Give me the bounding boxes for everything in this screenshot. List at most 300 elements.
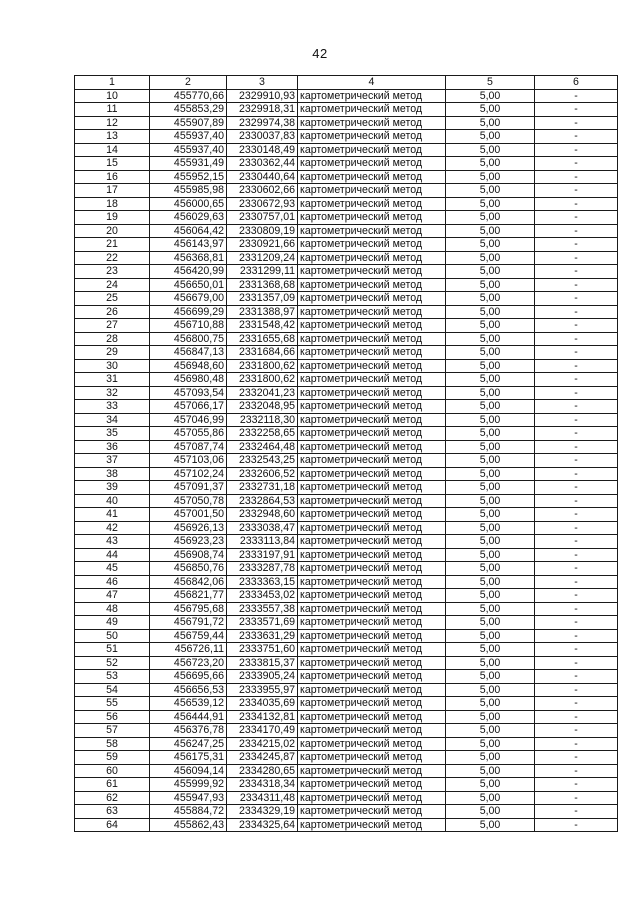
x-coordinate-cell: 456699,29 (150, 305, 227, 319)
note-cell: - (535, 332, 618, 346)
point-number-cell: 46 (75, 575, 150, 589)
x-coordinate-cell: 456710,88 (150, 319, 227, 333)
table-row (75, 346, 618, 360)
y-coordinate-cell: 2334245,87 (227, 751, 298, 765)
table-row (75, 791, 618, 805)
note-cell: - (535, 373, 618, 387)
accuracy-cell: 5,00 (446, 157, 535, 171)
note-cell: - (535, 305, 618, 319)
method-cell: картометрический метод (298, 184, 446, 198)
y-coordinate-cell: 2331800,62 (227, 373, 298, 387)
table-row (75, 481, 618, 495)
y-coordinate-cell: 2330602,66 (227, 184, 298, 198)
note-cell: - (535, 751, 618, 765)
table-row (75, 103, 618, 117)
point-number-cell: 43 (75, 535, 150, 549)
table-row (75, 751, 618, 765)
table-row (75, 116, 618, 130)
accuracy-cell: 5,00 (446, 670, 535, 684)
accuracy-cell: 5,00 (446, 197, 535, 211)
table-row (75, 224, 618, 238)
table-row (75, 130, 618, 144)
accuracy-cell: 5,00 (446, 643, 535, 657)
point-number-cell: 19 (75, 211, 150, 225)
x-coordinate-cell: 456926,13 (150, 521, 227, 535)
column-header: 4 (298, 76, 446, 90)
point-number-cell: 18 (75, 197, 150, 211)
table-row (75, 319, 618, 333)
accuracy-cell: 5,00 (446, 292, 535, 306)
accuracy-cell: 5,00 (446, 494, 535, 508)
coordinates-table (74, 75, 618, 832)
accuracy-cell: 5,00 (446, 143, 535, 157)
method-cell: картометрический метод (298, 454, 446, 468)
x-coordinate-cell: 455862,43 (150, 818, 227, 832)
table-row (75, 143, 618, 157)
method-cell: картометрический метод (298, 427, 446, 441)
y-coordinate-cell: 2331388,97 (227, 305, 298, 319)
method-cell: картометрический метод (298, 346, 446, 360)
method-cell: картометрический метод (298, 710, 446, 724)
point-number-cell: 20 (75, 224, 150, 238)
method-cell: картометрический метод (298, 791, 446, 805)
y-coordinate-cell: 2332118,30 (227, 413, 298, 427)
method-cell: картометрический метод (298, 386, 446, 400)
x-coordinate-cell: 456247,25 (150, 737, 227, 751)
y-coordinate-cell: 2333905,24 (227, 670, 298, 684)
y-coordinate-cell: 2333197,91 (227, 548, 298, 562)
x-coordinate-cell: 456650,01 (150, 278, 227, 292)
note-cell: - (535, 548, 618, 562)
table-row (75, 305, 618, 319)
x-coordinate-cell: 456695,66 (150, 670, 227, 684)
y-coordinate-cell: 2334325,64 (227, 818, 298, 832)
point-number-cell: 39 (75, 481, 150, 495)
x-coordinate-cell: 456842,06 (150, 575, 227, 589)
table-row (75, 386, 618, 400)
accuracy-cell: 5,00 (446, 791, 535, 805)
x-coordinate-cell: 456908,74 (150, 548, 227, 562)
method-cell: картометрический метод (298, 535, 446, 549)
x-coordinate-cell: 456791,72 (150, 616, 227, 630)
table-row (75, 278, 618, 292)
method-cell: картометрический метод (298, 319, 446, 333)
column-header: 5 (446, 76, 535, 90)
x-coordinate-cell: 456064,42 (150, 224, 227, 238)
y-coordinate-cell: 2331368,68 (227, 278, 298, 292)
table-row (75, 413, 618, 427)
table-row (75, 670, 618, 684)
y-coordinate-cell: 2330440,64 (227, 170, 298, 184)
y-coordinate-cell: 2333557,38 (227, 602, 298, 616)
point-number-cell: 11 (75, 103, 150, 117)
y-coordinate-cell: 2333453,02 (227, 589, 298, 603)
x-coordinate-cell: 456679,00 (150, 292, 227, 306)
accuracy-cell: 5,00 (446, 818, 535, 832)
point-number-cell: 59 (75, 751, 150, 765)
x-coordinate-cell: 456000,65 (150, 197, 227, 211)
accuracy-cell: 5,00 (446, 805, 535, 819)
point-number-cell: 27 (75, 319, 150, 333)
table-row (75, 764, 618, 778)
table-row (75, 629, 618, 643)
x-coordinate-cell: 457087,74 (150, 440, 227, 454)
point-number-cell: 37 (75, 454, 150, 468)
method-cell: картометрический метод (298, 278, 446, 292)
note-cell: - (535, 251, 618, 265)
note-cell: - (535, 157, 618, 171)
point-number-cell: 21 (75, 238, 150, 252)
point-number-cell: 58 (75, 737, 150, 751)
table-row (75, 211, 618, 225)
x-coordinate-cell: 456143,97 (150, 238, 227, 252)
x-coordinate-cell: 457103,06 (150, 454, 227, 468)
x-coordinate-cell: 455947,93 (150, 791, 227, 805)
point-number-cell: 34 (75, 413, 150, 427)
point-number-cell: 26 (75, 305, 150, 319)
y-coordinate-cell: 2334215,02 (227, 737, 298, 751)
method-cell: картометрический метод (298, 251, 446, 265)
accuracy-cell: 5,00 (446, 130, 535, 144)
x-coordinate-cell: 456175,31 (150, 751, 227, 765)
method-cell: картометрический метод (298, 440, 446, 454)
table-row (75, 89, 618, 103)
accuracy-cell: 5,00 (446, 589, 535, 603)
y-coordinate-cell: 2333631,29 (227, 629, 298, 643)
x-coordinate-cell: 457091,37 (150, 481, 227, 495)
point-number-cell: 25 (75, 292, 150, 306)
accuracy-cell: 5,00 (446, 724, 535, 738)
x-coordinate-cell: 456800,75 (150, 332, 227, 346)
note-cell: - (535, 427, 618, 441)
note-cell: - (535, 224, 618, 238)
accuracy-cell: 5,00 (446, 535, 535, 549)
note-cell: - (535, 805, 618, 819)
note-cell: - (535, 629, 618, 643)
note-cell: - (535, 440, 618, 454)
x-coordinate-cell: 456980,48 (150, 373, 227, 387)
x-coordinate-cell: 456420,99 (150, 265, 227, 279)
accuracy-cell: 5,00 (446, 211, 535, 225)
note-cell: - (535, 197, 618, 211)
accuracy-cell: 5,00 (446, 521, 535, 535)
y-coordinate-cell: 2332258,65 (227, 427, 298, 441)
table-row (75, 157, 618, 171)
table-row (75, 508, 618, 522)
method-cell: картометрический метод (298, 656, 446, 670)
note-cell: - (535, 116, 618, 130)
table-row (75, 737, 618, 751)
x-coordinate-cell: 456821,77 (150, 589, 227, 603)
note-cell: - (535, 737, 618, 751)
table-row (75, 400, 618, 414)
note-cell: - (535, 764, 618, 778)
note-cell: - (535, 89, 618, 103)
note-cell: - (535, 400, 618, 414)
table-header-row (75, 76, 618, 90)
note-cell: - (535, 454, 618, 468)
table-row (75, 778, 618, 792)
point-number-cell: 32 (75, 386, 150, 400)
point-number-cell: 22 (75, 251, 150, 265)
table-row (75, 170, 618, 184)
note-cell: - (535, 238, 618, 252)
note-cell: - (535, 778, 618, 792)
note-cell: - (535, 346, 618, 360)
point-number-cell: 44 (75, 548, 150, 562)
table-row (75, 589, 618, 603)
method-cell: картометрический метод (298, 467, 446, 481)
method-cell: картометрический метод (298, 589, 446, 603)
y-coordinate-cell: 2334280,65 (227, 764, 298, 778)
table-row (75, 494, 618, 508)
note-cell: - (535, 130, 618, 144)
accuracy-cell: 5,00 (446, 710, 535, 724)
method-cell: картометрический метод (298, 332, 446, 346)
y-coordinate-cell: 2329974,38 (227, 116, 298, 130)
y-coordinate-cell: 2332948,60 (227, 508, 298, 522)
method-cell: картометрический метод (298, 157, 446, 171)
note-cell: - (535, 359, 618, 373)
accuracy-cell: 5,00 (446, 764, 535, 778)
point-number-cell: 51 (75, 643, 150, 657)
method-cell: картометрический метод (298, 373, 446, 387)
point-number-cell: 28 (75, 332, 150, 346)
y-coordinate-cell: 2332048,95 (227, 400, 298, 414)
x-coordinate-cell: 456376,78 (150, 724, 227, 738)
y-coordinate-cell: 2333287,78 (227, 562, 298, 576)
method-cell: картометрический метод (298, 130, 446, 144)
y-coordinate-cell: 2333571,69 (227, 616, 298, 630)
y-coordinate-cell: 2330362,44 (227, 157, 298, 171)
accuracy-cell: 5,00 (446, 656, 535, 670)
method-cell: картометрический метод (298, 211, 446, 225)
y-coordinate-cell: 2330672,93 (227, 197, 298, 211)
note-cell: - (535, 278, 618, 292)
accuracy-cell: 5,00 (446, 616, 535, 630)
point-number-cell: 49 (75, 616, 150, 630)
table-row (75, 467, 618, 481)
accuracy-cell: 5,00 (446, 238, 535, 252)
table-row (75, 521, 618, 535)
note-cell: - (535, 710, 618, 724)
note-cell: - (535, 494, 618, 508)
note-cell: - (535, 602, 618, 616)
y-coordinate-cell: 2334035,69 (227, 697, 298, 711)
x-coordinate-cell: 456656,53 (150, 683, 227, 697)
point-number-cell: 24 (75, 278, 150, 292)
point-number-cell: 14 (75, 143, 150, 157)
column-header: 3 (227, 76, 298, 90)
coordinates-table-container (74, 75, 605, 832)
accuracy-cell: 5,00 (446, 373, 535, 387)
table-row (75, 238, 618, 252)
table-row (75, 332, 618, 346)
point-number-cell: 30 (75, 359, 150, 373)
table-row (75, 535, 618, 549)
method-cell: картометрический метод (298, 562, 446, 576)
y-coordinate-cell: 2331299,11 (227, 265, 298, 279)
table-row (75, 683, 618, 697)
y-coordinate-cell: 2334318,34 (227, 778, 298, 792)
method-cell: картометрический метод (298, 116, 446, 130)
x-coordinate-cell: 455937,40 (150, 130, 227, 144)
point-number-cell: 54 (75, 683, 150, 697)
x-coordinate-cell: 456795,68 (150, 602, 227, 616)
y-coordinate-cell: 2330148,49 (227, 143, 298, 157)
x-coordinate-cell: 455770,66 (150, 89, 227, 103)
accuracy-cell: 5,00 (446, 697, 535, 711)
y-coordinate-cell: 2331800,62 (227, 359, 298, 373)
accuracy-cell: 5,00 (446, 116, 535, 130)
y-coordinate-cell: 2332606,52 (227, 467, 298, 481)
y-coordinate-cell: 2330757,01 (227, 211, 298, 225)
table-row (75, 562, 618, 576)
y-coordinate-cell: 2334170,49 (227, 724, 298, 738)
accuracy-cell: 5,00 (446, 89, 535, 103)
column-header: 6 (535, 76, 618, 90)
x-coordinate-cell: 456094,14 (150, 764, 227, 778)
note-cell: - (535, 143, 618, 157)
table-row (75, 602, 618, 616)
accuracy-cell: 5,00 (446, 683, 535, 697)
x-coordinate-cell: 456723,20 (150, 656, 227, 670)
method-cell: картометрический метод (298, 359, 446, 373)
y-coordinate-cell: 2330037,83 (227, 130, 298, 144)
point-number-cell: 63 (75, 805, 150, 819)
note-cell: - (535, 103, 618, 117)
method-cell: картометрический метод (298, 737, 446, 751)
point-number-cell: 23 (75, 265, 150, 279)
point-number-cell: 62 (75, 791, 150, 805)
table-row (75, 184, 618, 198)
x-coordinate-cell: 456539,12 (150, 697, 227, 711)
y-coordinate-cell: 2331655,68 (227, 332, 298, 346)
note-cell: - (535, 535, 618, 549)
y-coordinate-cell: 2333363,15 (227, 575, 298, 589)
method-cell: картометрический метод (298, 602, 446, 616)
method-cell: картометрический метод (298, 805, 446, 819)
method-cell: картометрический метод (298, 697, 446, 711)
accuracy-cell: 5,00 (446, 602, 535, 616)
note-cell: - (535, 683, 618, 697)
method-cell: картометрический метод (298, 670, 446, 684)
x-coordinate-cell: 455985,98 (150, 184, 227, 198)
y-coordinate-cell: 2329918,31 (227, 103, 298, 117)
method-cell: картометрический метод (298, 238, 446, 252)
accuracy-cell: 5,00 (446, 481, 535, 495)
note-cell: - (535, 656, 618, 670)
table-row (75, 616, 618, 630)
note-cell: - (535, 211, 618, 225)
y-coordinate-cell: 2334132,81 (227, 710, 298, 724)
note-cell: - (535, 575, 618, 589)
note-cell: - (535, 643, 618, 657)
x-coordinate-cell: 456444,91 (150, 710, 227, 724)
y-coordinate-cell: 2330921,66 (227, 238, 298, 252)
accuracy-cell: 5,00 (446, 454, 535, 468)
x-coordinate-cell: 456759,44 (150, 629, 227, 643)
y-coordinate-cell: 2331357,09 (227, 292, 298, 306)
point-number-cell: 29 (75, 346, 150, 360)
table-row (75, 197, 618, 211)
method-cell: картометрический метод (298, 629, 446, 643)
method-cell: картометрический метод (298, 224, 446, 238)
x-coordinate-cell: 456029,63 (150, 211, 227, 225)
column-header: 1 (75, 76, 150, 90)
point-number-cell: 48 (75, 602, 150, 616)
y-coordinate-cell: 2334329,19 (227, 805, 298, 819)
y-coordinate-cell: 2330809,19 (227, 224, 298, 238)
x-coordinate-cell: 457102,24 (150, 467, 227, 481)
note-cell: - (535, 791, 618, 805)
table-row (75, 656, 618, 670)
y-coordinate-cell: 2333038,47 (227, 521, 298, 535)
x-coordinate-cell: 456726,11 (150, 643, 227, 657)
y-coordinate-cell: 2333113,84 (227, 535, 298, 549)
y-coordinate-cell: 2331548,42 (227, 319, 298, 333)
accuracy-cell: 5,00 (446, 413, 535, 427)
page-number: 42 (312, 46, 328, 61)
x-coordinate-cell: 457066,17 (150, 400, 227, 414)
method-cell: картометрический метод (298, 481, 446, 495)
point-number-cell: 38 (75, 467, 150, 481)
y-coordinate-cell: 2332731,18 (227, 481, 298, 495)
note-cell: - (535, 467, 618, 481)
method-cell: картометрический метод (298, 197, 446, 211)
note-cell: - (535, 508, 618, 522)
note-cell: - (535, 184, 618, 198)
y-coordinate-cell: 2332864,53 (227, 494, 298, 508)
accuracy-cell: 5,00 (446, 103, 535, 117)
point-number-cell: 52 (75, 656, 150, 670)
method-cell: картометрический метод (298, 548, 446, 562)
table-row (75, 575, 618, 589)
method-cell: картометрический метод (298, 292, 446, 306)
accuracy-cell: 5,00 (446, 346, 535, 360)
note-cell: - (535, 616, 618, 630)
point-number-cell: 41 (75, 508, 150, 522)
point-number-cell: 16 (75, 170, 150, 184)
table-row (75, 805, 618, 819)
accuracy-cell: 5,00 (446, 737, 535, 751)
accuracy-cell: 5,00 (446, 427, 535, 441)
point-number-cell: 40 (75, 494, 150, 508)
table-body (75, 89, 618, 832)
accuracy-cell: 5,00 (446, 184, 535, 198)
point-number-cell: 45 (75, 562, 150, 576)
method-cell: картометрический метод (298, 818, 446, 832)
x-coordinate-cell: 455884,72 (150, 805, 227, 819)
method-cell: картометрический метод (298, 494, 446, 508)
note-cell: - (535, 697, 618, 711)
y-coordinate-cell: 2332543,25 (227, 454, 298, 468)
point-number-cell: 33 (75, 400, 150, 414)
note-cell: - (535, 818, 618, 832)
accuracy-cell: 5,00 (446, 548, 535, 562)
y-coordinate-cell: 2332041,23 (227, 386, 298, 400)
accuracy-cell: 5,00 (446, 778, 535, 792)
table-row (75, 697, 618, 711)
accuracy-cell: 5,00 (446, 440, 535, 454)
method-cell: картометрический метод (298, 575, 446, 589)
x-coordinate-cell: 456368,81 (150, 251, 227, 265)
x-coordinate-cell: 455999,92 (150, 778, 227, 792)
table-row (75, 359, 618, 373)
x-coordinate-cell: 455907,89 (150, 116, 227, 130)
method-cell: картометрический метод (298, 400, 446, 414)
accuracy-cell: 5,00 (446, 359, 535, 373)
